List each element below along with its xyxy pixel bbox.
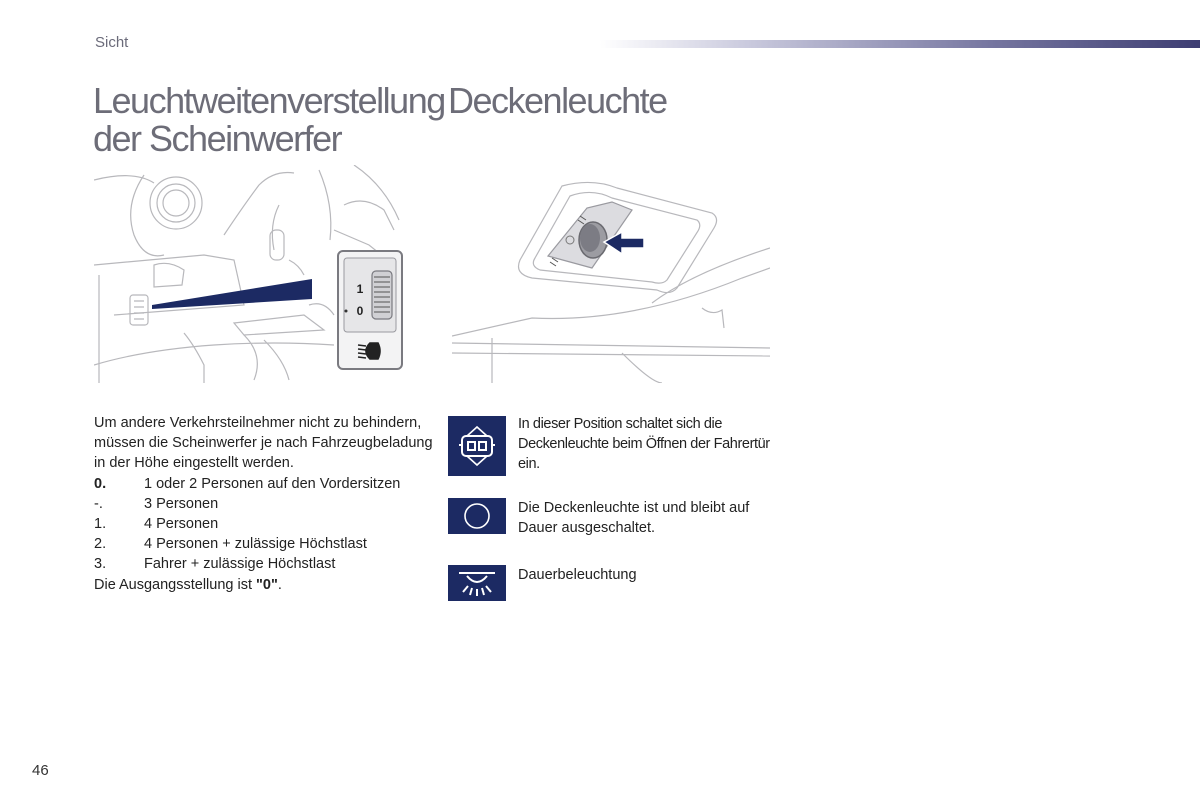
list-number: 1. xyxy=(94,516,107,533)
intro-paragraph: Um andere Verkehrsteilnehmer nicht zu behindern, müssen die Scheinwerfer je nach Fahrzeugbeladung in der Höhe eingestellt werden. xyxy=(94,415,433,472)
list-item xyxy=(94,514,434,534)
list-number: 2. xyxy=(94,536,107,553)
list-text: Fahrer + zulässige Höchstlast xyxy=(144,556,336,573)
footer-value: "0" xyxy=(256,576,278,593)
list-text: 4 Personen + zulässige Höchstlast xyxy=(144,536,367,553)
list-item xyxy=(94,474,434,494)
list-text: 1 oder 2 Personen auf den Vordersitzen xyxy=(144,475,401,492)
circle-off-icon xyxy=(448,498,506,534)
footer-prefix: Die Ausgangsstellung ist xyxy=(94,576,257,593)
ceiling-light-on-mode xyxy=(448,565,778,601)
ceiling-light-title: Deckenleuchte xyxy=(448,80,667,121)
headlamp-description xyxy=(94,413,434,595)
ceiling-light-off-mode xyxy=(448,498,778,538)
door-mode-description: In dieser Position schaltet sich die Deckenleuchte beim Öffnen der Fahrertür ein. xyxy=(518,416,770,473)
footer-suffix: . xyxy=(277,576,282,593)
header-bar xyxy=(600,40,1200,48)
headlamp-adjustment-title xyxy=(93,80,445,159)
section-label: Sicht xyxy=(95,34,129,51)
title-line-2: der Scheinwerfer xyxy=(93,118,342,159)
dial-label-one: 1 xyxy=(356,282,364,296)
list-item xyxy=(94,554,434,574)
list-text: 4 Personen xyxy=(144,516,219,533)
dial-label-zero: 0 xyxy=(356,304,364,318)
list-number: 3. xyxy=(94,556,107,573)
ceiling-light-on-icon xyxy=(448,565,506,601)
list-item xyxy=(94,494,434,514)
title-line-1: Leuchtweitenverstellung xyxy=(93,80,445,121)
ceiling-light-illustration xyxy=(452,178,770,383)
list-text: 3 Personen xyxy=(144,495,219,512)
door-open-car-icon xyxy=(448,416,506,476)
list-number: 0. xyxy=(94,475,107,492)
ceiling-light-door-mode xyxy=(448,414,778,476)
list-number: -. xyxy=(94,495,103,512)
page-number: 46 xyxy=(32,762,49,779)
list-item xyxy=(94,534,434,554)
default-position-note xyxy=(94,575,434,595)
headlamp-adjustment-illustration xyxy=(94,165,420,383)
on-mode-description: Dauerbeleuchtung xyxy=(518,567,637,583)
off-mode-description: Die Deckenleuchte ist und bleibt auf Dauer ausgeschaltet. xyxy=(518,500,750,537)
